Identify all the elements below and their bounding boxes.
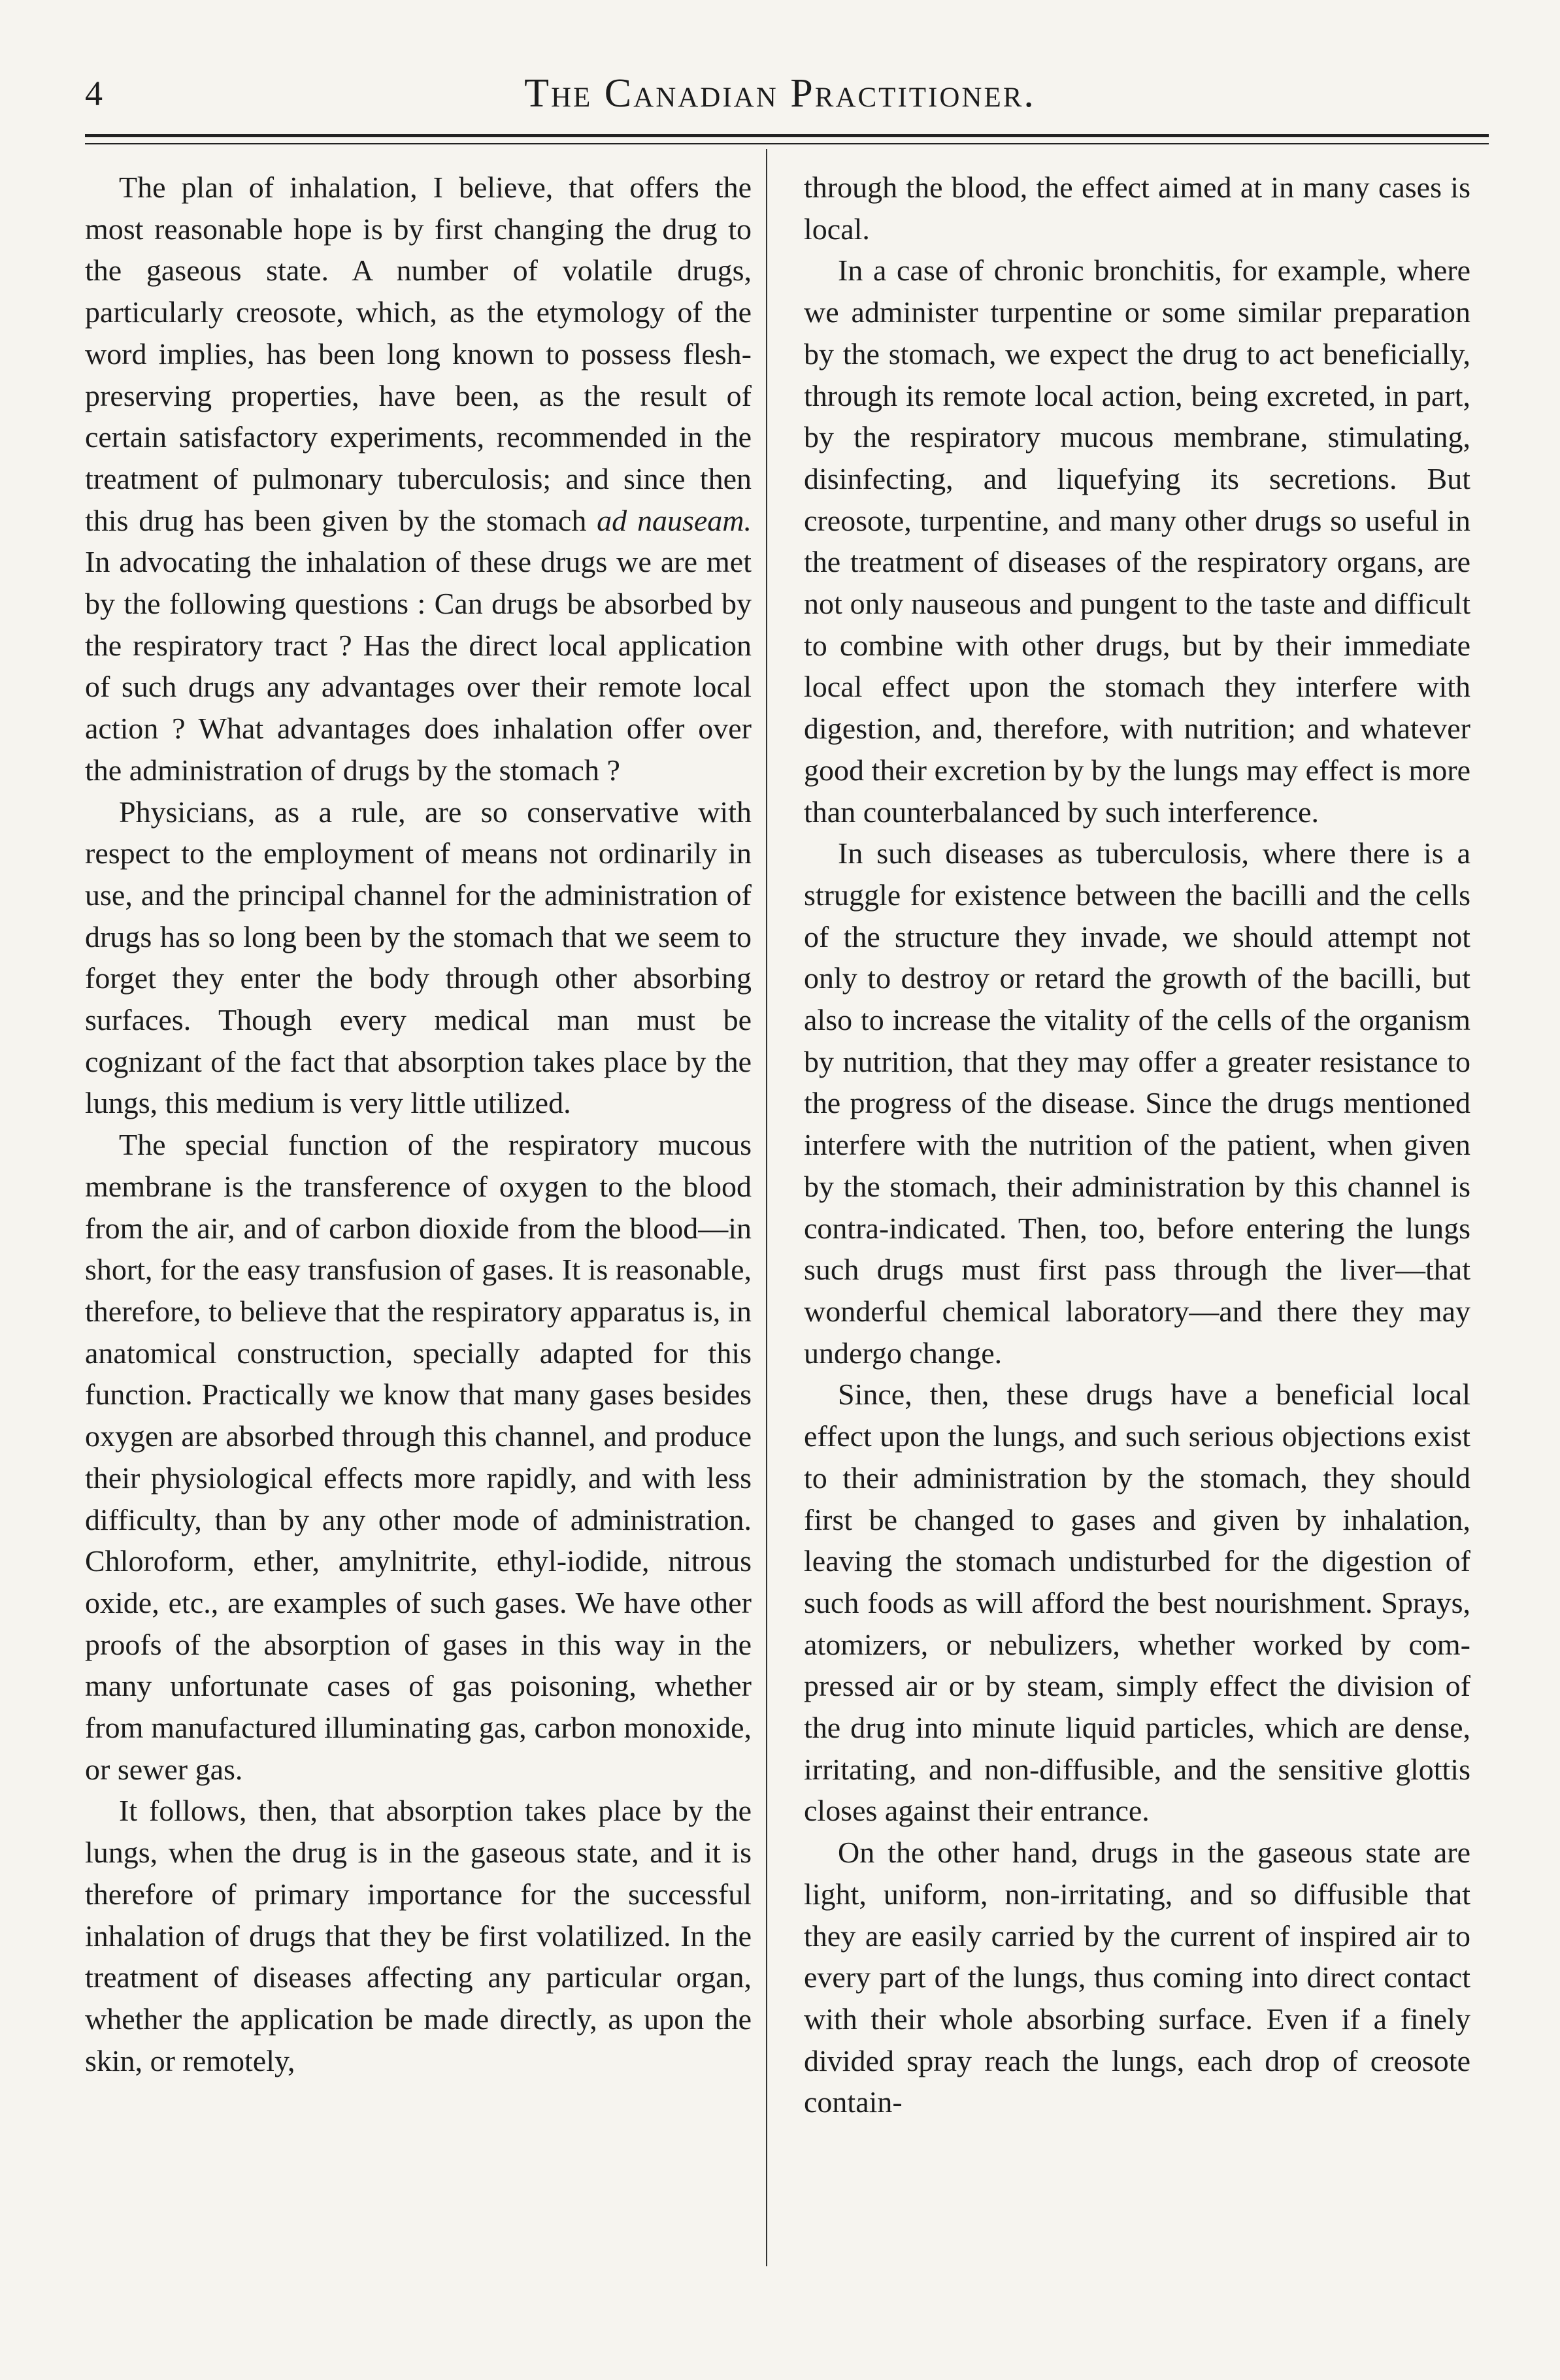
left-column: [85, 167, 752, 2081]
left-paragraph-3: The special function of the respiratory mucous membrane is the transference of oxygen to the blood from the air, and of carbon dioxide from the blood—in short, for the easy transfusion of gases. It is reasonable, therefore, to believe that the respiratory apparatus is, in anatomical construction, specially adapted for this function. Practically we know that many gases besides oxygen are absorbed through this channel, and produce their physiological effects more rapidly, and with less difficulty, than by any other mode of administration. Chloroform, ether, amylnitrite, ethyl-iodide, nitrous oxide, etc., are examples of such gases. We have other proofs of the absorption of gases in this way in the many unfortunate cases of gas poisoning, whether from manufactured illuminating gas, carbon monoxide, or sewer gas.: [85, 1128, 752, 1786]
left-paragraph-1: [85, 167, 752, 791]
left-paragraph-4: It follows, then, that absorption takes place by the lungs, when the drug is in the gaseous state, and it is therefore of primary importance for the successful inhalation of drugs that they be first volatilized. In the treatment of diseases affecting any particular organ, whether the application be made directly, as upon the skin, or remotely,: [85, 1794, 752, 2077]
column-divider: [766, 149, 767, 2266]
right-column: [804, 167, 1470, 2123]
right-paragraph-2: In a case of chronic bronchitis, for example, where we administer turpentine or some similar preparation by the stomach, we expect the drug to act beneficially, through its remote local action, being excreted, in part, by the respiratory mucous membrane, stimulating, disinfecting, and liquefying its secretions. But creosote, turpentine, and many other drugs so useful in the treatment of diseases of the respiratory organs, are not only nauseous and pungent to the taste and difficult to combine with other drugs, but by their immediate local effect upon the stomach they interfere with digestion, and, therefore, with nutrition; and whatever good their excretion by by the lungs may effect is more than counterbalanced by such interference.: [804, 254, 1470, 829]
left-paragraph-2: Physicians, as a rule, are so conservative with respect to the employment of means not ordinarily in use, and the principal channel for the administration of drugs has so long been by the stomach that we seem to forget they enter the body through other absorbing surfaces. Though every medical man must be cognizant of the fact that absorption takes place by the lungs, this medium is very little utilized.: [85, 795, 752, 1120]
right-paragraph-4: Since, then, these drugs have a beneficial local effect upon the lungs, and such serious objections exist to their administration by the stomach, they should first be changed to gases and given by inhalation, leaving the stomach undisturbed for the digestion of such foods as will afford the best nourishment. Sprays, atomizers, or nebulizers, whether worked by compressed air or by steam, simply effect the division of the drug into minute liquid particles, which are dense, irritating, and non-diffusible, and the sensitive glottis closes against their entrance.: [804, 1378, 1470, 1828]
right-paragraph-3: In such diseases as tuberculosis, where there is a struggle for existence between the bacilli and the cells of the structure they invade, we should attempt not only to destroy or retard the growth of the bacilli, but also to increase the vitality of the cells of the organism by nutrition, that they may offer a greater resistance to the progress of the disease. Since the drugs mentioned interfere with the nutrition of the patient, when given by the stomach, their administration by this channel is contra-indicated. Then, too, before entering the lungs such drugs must first pass through the liver—that wonderful chemical laboratory—and there they may undergo change.: [804, 836, 1470, 1370]
running-head: The Canadian Practitioner.: [524, 71, 1036, 116]
left-paragraph-1-text-a: The plan of inhalation, I believe, that offers the most reasonable hope is by first changing the drug to the gaseous state. A number of volatile drugs, particularly creosote, which, as the etymology of the word implies, has been long known to possess flesh-preserving properties, have been, as the result of certain satisfactory experiments, recommended in the treatment of pulmonary tuberculosis; and since then this drug has been given by the stomach: [85, 171, 752, 537]
right-paragraph-5: On the other hand, drugs in the gaseous state are light, uniform, non-irritating, and so diffusible that they are easily carried by the current of inspired air to every part of the lungs, thus coming into direct contact with their whole absorbing surface. Even if a finely divided spray reach the lungs, each drop of creosote contain-: [804, 1836, 1470, 2119]
header-rule-thin: [85, 143, 1489, 144]
left-paragraph-1-text-b: In advocating the inhalation of these drugs we are met by the following questions : Can drugs be absorbed by the respiratory tract ? Has the direct local application of such drugs any advantages over their remote local action ? What advantages does inhalation offer over the administration of drugs by the stomach ?: [85, 545, 752, 787]
left-paragraph-1-italic: ad nauseam.: [597, 503, 752, 537]
page-number: 4: [85, 74, 103, 113]
header-rule-thick: [85, 134, 1489, 137]
right-paragraph-1: through the blood, the effect aimed at in many cases is local.: [804, 171, 1470, 246]
